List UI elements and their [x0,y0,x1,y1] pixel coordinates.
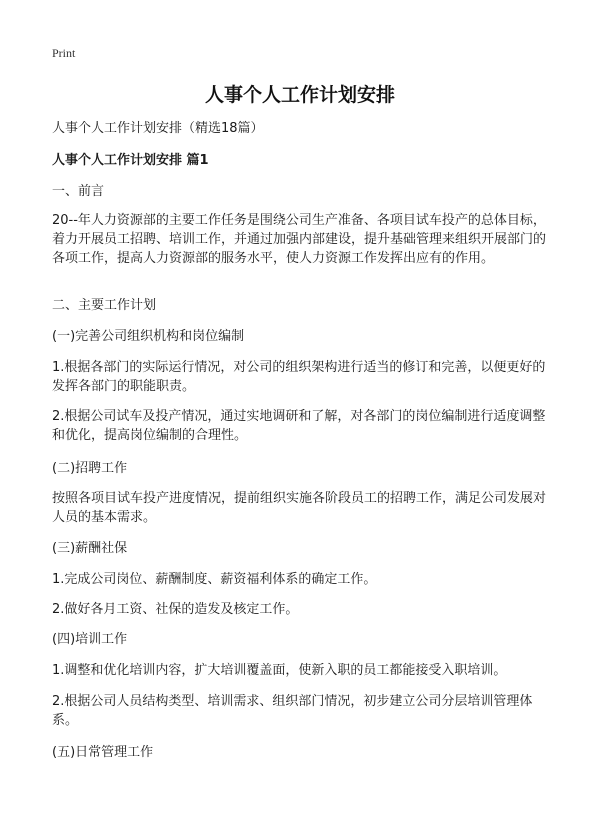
preface-heading: 一、前言 [52,184,105,199]
paragraph-org-2: 2.根据公司试车及投产情况，通过实地调研和了解，对各部门的岗位编制进行适度调整和优化，提高岗位编制的合理性。 [52,409,546,443]
subsection-heading-recruit: (二)招聘工作 [52,461,128,476]
document-subtitle: 人事个人工作计划安排（精选18篇） [52,121,264,136]
plan-heading: 二、主要工作计划 [52,298,157,313]
paragraph-salary-2: 2.做好各月工资、社保的造发及核定工作。 [52,602,299,617]
paragraph-org-1: 1.根据各部门的实际运行情况，对公司的组织架构进行适当的修订和完善，以便更好的发挥各部门的职能职责。 [52,360,546,394]
paragraph-training-2: 2.根据公司人员结构类型、培训需求、组织部门情况，初步建立公司分层培训管理体系。 [52,694,533,728]
paragraph-recruit: 按照各项目试车投产进度情况，提前组织实施各阶段员工的招聘工作，满足公司发展对人员的基本需求。 [52,491,547,525]
subsection-heading-training: (四)培训工作 [52,632,128,647]
page-title: 人事个人工作计划安排 [204,84,395,106]
section-heading: 人事个人工作计划安排 篇1 [52,153,209,168]
subsection-heading-org: (一)完善公司组织机构和岗位编制 [52,329,245,344]
paragraph-training-1: 1.调整和优化培训内容，扩大培训覆盖面，使新入职的员工都能接受入职培训。 [52,663,507,678]
preface-paragraph: 20--年人力资源部的主要工作任务是围绕公司生产准备、各项目试车投产的总体目标，着力开展员工招聘、培训工作，并通过加强内部建设，提升基础管理来组织开展部门的各项工作，提高人力资源部的服务水平，使人力资源工作发挥出应有的作用。 [52,213,547,266]
subsection-heading-daily: (五)日常管理工作 [52,745,154,760]
subsection-heading-salary: (三)薪酬社保 [52,541,128,556]
print-label: Print [52,46,76,60]
paragraph-salary-1: 1.完成公司岗位、薪酬制度、薪资福利体系的确定工作。 [52,572,377,587]
